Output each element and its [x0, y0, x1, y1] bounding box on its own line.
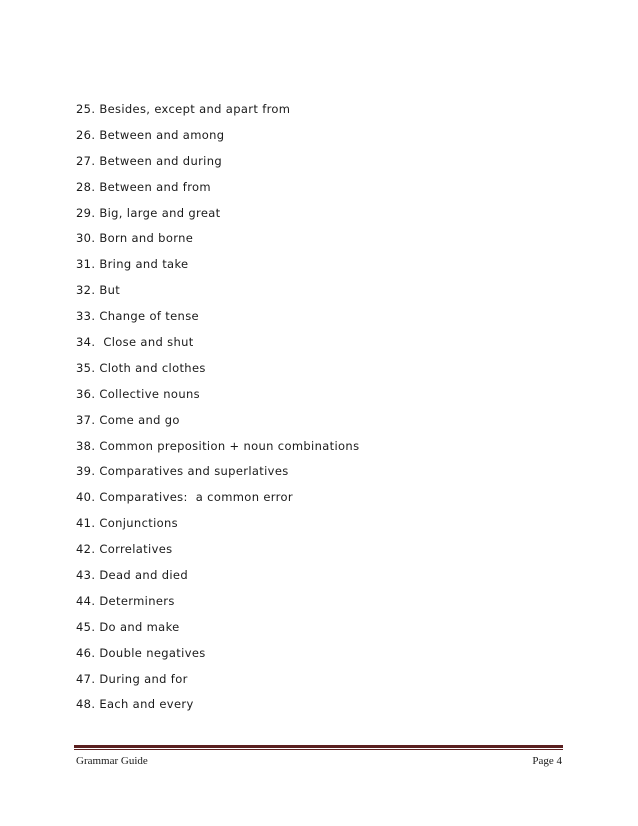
- toc-item: 32. But: [76, 283, 121, 298]
- toc-item: 31. Bring and take: [76, 257, 189, 272]
- toc-item: 30. Born and borne: [76, 231, 194, 246]
- toc-item: 34. Close and shut: [76, 335, 194, 350]
- toc-item: 29. Big, large and great: [76, 205, 221, 220]
- footer-divider-thin: [74, 749, 563, 750]
- toc-item: 38. Common preposition + noun combinations: [76, 438, 360, 453]
- toc-item: 48. Each and every: [76, 697, 194, 712]
- toc-item: 37. Come and go: [76, 412, 180, 427]
- toc-item: 40. Comparatives: a common error: [76, 490, 293, 505]
- toc-item: 35. Cloth and clothes: [76, 360, 206, 375]
- toc-item: 28. Between and from: [76, 179, 211, 194]
- footer-divider: [74, 745, 563, 748]
- footer-title: Grammar Guide: [76, 755, 148, 767]
- toc-item: 46. Double negatives: [76, 645, 206, 660]
- toc-item: 43. Dead and died: [76, 568, 188, 583]
- toc-item: 33. Change of tense: [76, 309, 199, 324]
- toc-item: 44. Determiners: [76, 593, 175, 608]
- toc-item: 47. During and for: [76, 671, 188, 686]
- toc-item: 27. Between and during: [76, 153, 223, 168]
- toc-item: 26. Between and among: [76, 127, 225, 142]
- toc-item: 42. Correlatives: [76, 542, 173, 557]
- toc-item: 39. Comparatives and superlatives: [76, 464, 289, 479]
- toc-item: 45. Do and make: [76, 619, 180, 634]
- toc-list: [76, 100, 359, 721]
- page-number: Page 4: [532, 755, 562, 767]
- toc-item: 41. Conjunctions: [76, 516, 179, 531]
- toc-item: 25. Besides, except and apart from: [76, 102, 291, 116]
- toc-item: 36. Collective nouns: [76, 386, 200, 401]
